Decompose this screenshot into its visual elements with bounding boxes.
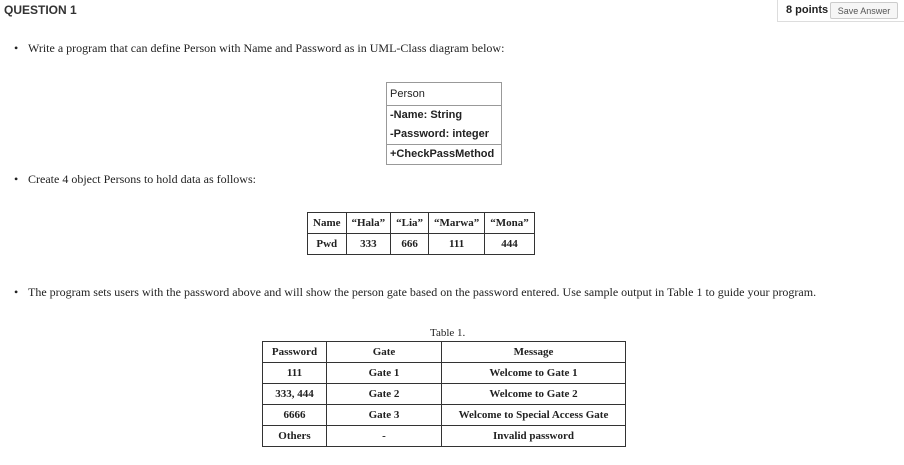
bullet-item-1 [14,41,504,56]
uml-method: +CheckPassMethod [387,144,501,164]
uml-class-name: Person [387,83,501,106]
bullet-dot-icon: • [14,285,19,299]
table-cell: 444 [485,234,535,255]
bullet-dot-icon: • [14,172,19,186]
table-row [263,405,626,426]
table-cell: 333 [346,234,391,255]
table-cell: Gate 1 [327,363,442,384]
table-cell: “Marwa” [429,213,485,234]
table-header-cell: Password [263,342,327,363]
table-cell: Welcome to Gate 2 [442,384,626,405]
table-cell: Pwd [308,234,347,255]
question-title: QUESTION 1 [4,3,77,17]
table-cell: 666 [391,234,429,255]
table-cell: Gate 3 [327,405,442,426]
table-header-row [263,342,626,363]
uml-attribute-name: -Name: String [390,109,463,121]
table-cell: “Mona” [485,213,535,234]
table-cell: “Lia” [391,213,429,234]
table-caption: Table 1. [430,327,466,339]
table-cell: Gate 2 [327,384,442,405]
uml-class-diagram [386,82,502,165]
table-row [263,426,626,447]
bullet-item-2 [14,172,256,187]
table-cell: Welcome to Gate 1 [442,363,626,384]
table-cell: 111 [429,234,485,255]
uml-attribute-password: -Password: integer [390,128,490,140]
table-cell: Welcome to Special Access Gate [442,405,626,426]
table-cell: Invalid password [442,426,626,447]
table-cell: Name [308,213,347,234]
table-cell: “Hala” [346,213,391,234]
save-answer-button[interactable]: Save Answer [830,2,898,19]
bullet-text-3: The program sets users with the password above and will show the person gate based on the password entered. Use sample output in Table 1 to guide your program. [28,285,817,299]
bullet-item-3 [14,285,816,300]
persons-table [307,212,535,255]
table-cell: - [327,426,442,447]
table-cell: 333, 444 [263,384,327,405]
question-header [0,0,904,22]
table-row [263,384,626,405]
table-header-cell: Message [442,342,626,363]
bullet-dot-icon: • [14,41,19,55]
bullet-text-1: Write a program that can define Person with Name and Password as in UML-Class diagram below: [28,41,505,55]
table-cell: Others [263,426,327,447]
points-label: 8 points [786,4,829,16]
table-row [308,213,535,234]
table-row [308,234,535,255]
table-cell: 111 [263,363,327,384]
bullet-text-2: Create 4 object Persons to hold data as follows: [28,172,256,186]
gate-table [262,341,626,447]
points-panel [777,0,904,22]
table-cell: 6666 [263,405,327,426]
table-row [263,363,626,384]
table-header-cell: Gate [327,342,442,363]
